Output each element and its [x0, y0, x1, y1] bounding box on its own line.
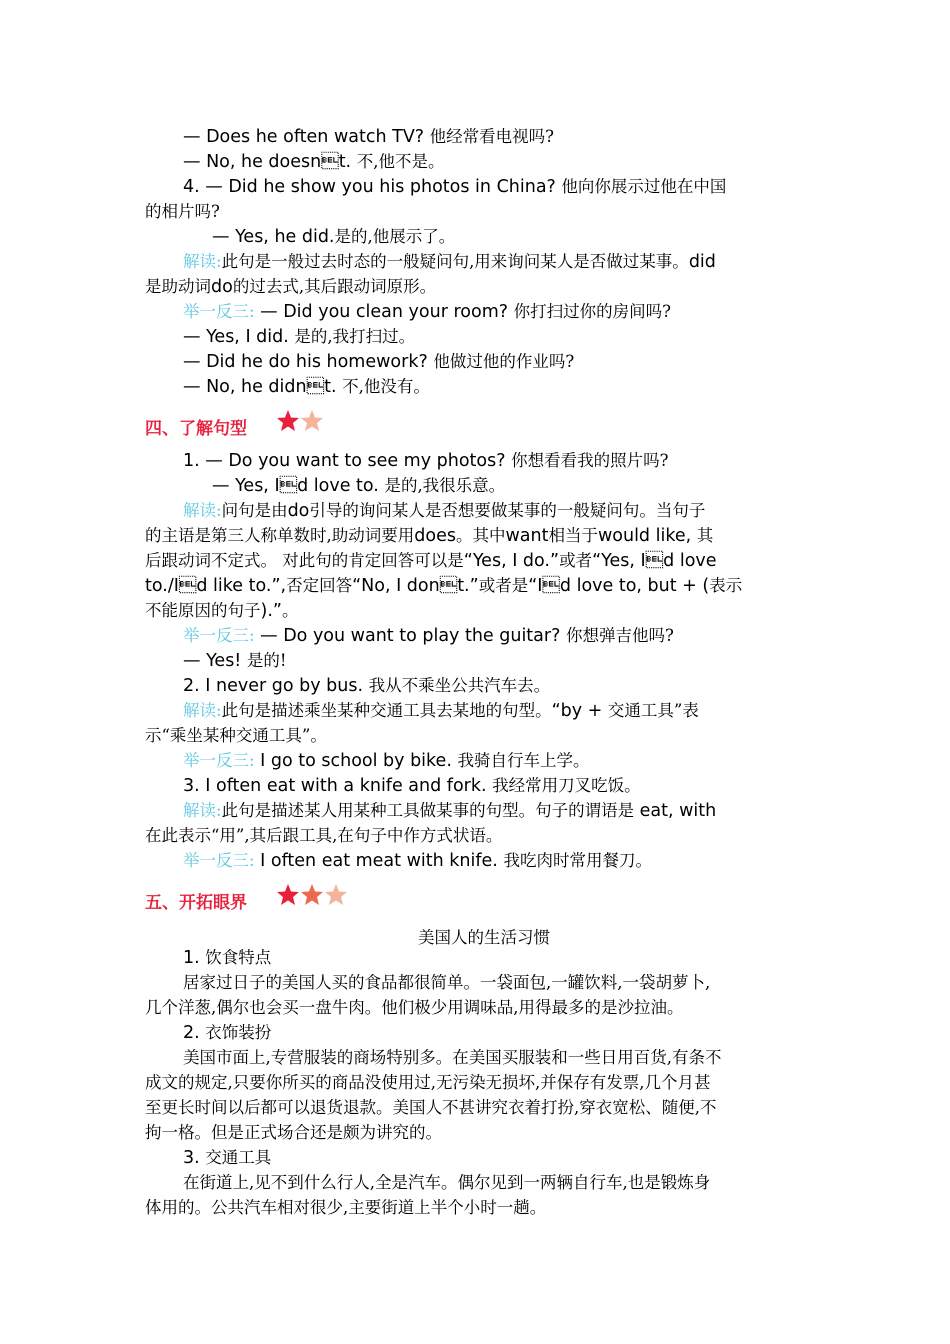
subsection-title: 1. 饮食特点: [183, 948, 272, 968]
explanation-line: 解读:此句是描述某人用某种工具做某事的句型。句子的谓语是 eat, with: [183, 801, 717, 821]
paragraph-line: 成文的规定,只要你所买的商品没使用过,无污染无损坏,并保存有发票,几个月甚: [145, 1073, 711, 1092]
practice-tag: 举一反三:: [183, 302, 255, 321]
practice-line: 举一反三: — Do you want to play the guitar? 你想弹吉他吗?: [183, 626, 674, 646]
paragraph-line: 体用的。公共汽车相对很少,主要街道上半个小时一趟。: [145, 1198, 547, 1217]
rating-stars: [276, 408, 356, 434]
practice-line: 举一反三: — Did you clean your room? 你打扫过你的房间吗?: [183, 302, 671, 322]
paragraph-line: 至更长时间以后都可以退货退款。美国人不甚讲究衣着打扮,穿衣宽松、随便,不: [145, 1098, 717, 1117]
paragraph-line: 拘一格。但是正式场合还是颇为讲究的。: [145, 1123, 442, 1142]
dialogue-line: — Yes! 是的!: [183, 651, 287, 671]
star-faded-icon: [301, 410, 323, 431]
dialogue-line: — Yes, Id love to. 是的,我很乐意。: [212, 476, 506, 496]
paragraph-line: 几个洋葱,偶尔也会买一盘牛肉。他们极少用调味品,用得最多的是沙拉油。: [145, 998, 684, 1017]
dialogue-line: — Does he often watch TV? 他经常看电视吗?: [183, 127, 555, 147]
paragraph-line: 在街道上,见不到什么行人,全是汽车。偶尔见到一两辆自行车,也是锻炼身: [183, 1173, 711, 1192]
explanation-line: 解读:问句是由do引导的询问某人是否想要做某事的一般疑问句。当句子: [183, 501, 706, 521]
dialogue-line: — Yes, I did. 是的,我打扫过。: [183, 327, 416, 347]
section-heading: 四、了解句型: [145, 419, 247, 439]
explanation-line: 后跟动词不定式。 对此句的肯定回答可以是“Yes, I do.”或者“Yes, Id love: [145, 551, 717, 571]
subsection-title: 2. 衣饰装扮: [183, 1023, 272, 1043]
star-icon: [301, 884, 323, 905]
example-sentence-1: 1. — Do you want to see my photos? 你想看看我的照片吗?: [183, 451, 669, 471]
example-sentence-2: 2. I never go by bus. 我从不乘坐公共汽车去。: [183, 676, 551, 696]
star-icon: [277, 884, 299, 905]
explanation-line: 不能原因的句子).”。: [145, 601, 299, 621]
explanation-line: 在此表示“用”,其后跟工具,在句子中作方式状语。: [145, 826, 503, 845]
dialogue-line: — No, he didnt. 不,他没有。: [183, 377, 430, 397]
dialogue-line: — Yes, he did.是的,他展示了。: [212, 227, 456, 247]
practice-tag: 举一反三:: [183, 851, 255, 870]
practice-line: 举一反三: I go to school by bike. 我骑自行车上学。: [183, 751, 590, 771]
practice-tag: 举一反三:: [183, 751, 255, 770]
dialogue-line: — No, he doesnt. 不,他不是。: [183, 152, 445, 172]
explanation-line: 示“乘坐某种交通工具”。: [145, 726, 327, 745]
example-sentence-3: 3. I often eat with a knife and fork. 我经常用刀叉吃饭。: [183, 776, 641, 796]
article-title: 美国人的生活习惯: [418, 928, 550, 947]
paragraph-line: 居家过日子的美国人买的食品都很简单。一袋面包,一罐饮料,一袋胡萝卜,: [183, 973, 711, 992]
section-heading: 五、开拓眼界: [145, 893, 247, 913]
explanation-line: 是助动词do的过去式,其后跟动词原形。: [145, 277, 437, 297]
explanation-tag: 解读:: [183, 252, 222, 271]
text-line: 的相片吗?: [145, 202, 220, 221]
star-icon: [277, 410, 299, 431]
explanation-line: 的主语是第三人称单数时,助动词要用does。其中want相当于would like, 其: [145, 526, 714, 546]
practice-line: 举一反三: I often eat meat with knife. 我吃肉时常用餐刀。: [183, 851, 652, 871]
explanation-tag: 解读:: [183, 701, 222, 720]
explanation-tag: 解读:: [183, 801, 222, 820]
rating-stars: [276, 882, 366, 908]
paragraph-line: 美国市面上,专营服装的商场特别多。在美国买服装和一些日用百货,有条不: [183, 1048, 722, 1067]
practice-tag: 举一反三:: [183, 626, 255, 645]
explanation-tag: 解读:: [183, 501, 222, 520]
explanation-line: 解读:此句是一般过去时态的一般疑问句,用来询问某人是否做过某事。did: [183, 252, 716, 272]
example-sentence-4: 4. — Did he show you his photos in China? 他向你展示过他在中国: [183, 177, 727, 197]
explanation-line: 解读:此句是描述乘坐某种交通工具去某地的句型。“by + 交通工具”表: [183, 701, 699, 721]
dialogue-line: — Did he do his homework? 他做过他的作业吗?: [183, 352, 575, 372]
subsection-title: 3. 交通工具: [183, 1148, 272, 1168]
star-faded-icon: [325, 884, 347, 905]
explanation-line: to./Id like to.”,否定回答“No, I dont.”或者是“Id love to, but + (表示: [145, 576, 743, 596]
